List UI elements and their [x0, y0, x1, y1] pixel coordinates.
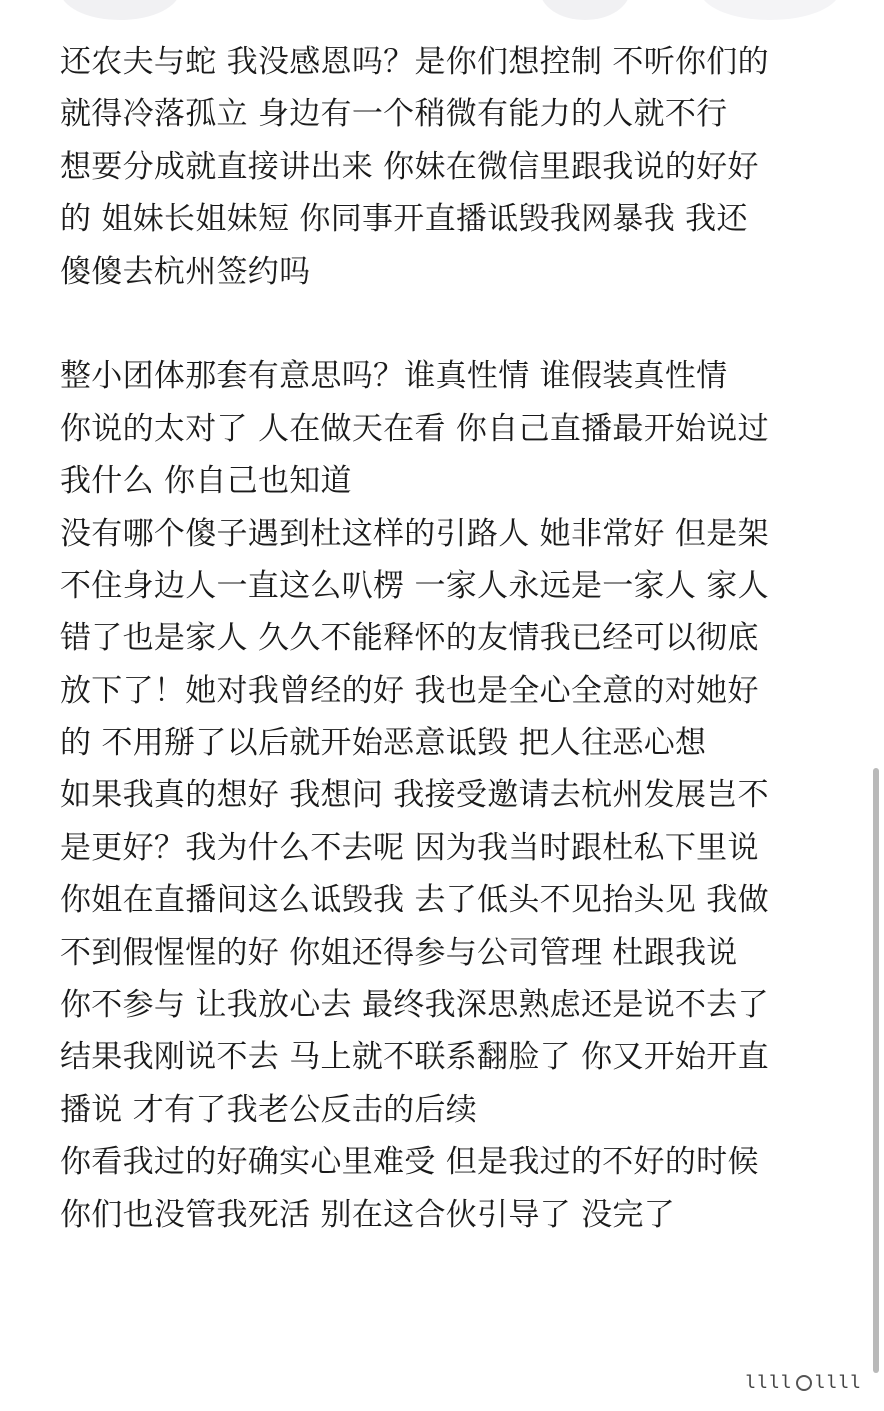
top-decoration-left: [60, 0, 180, 20]
post-text-line: 不到假惺惺的好 你姐还得参与公司管理 杜跟我说: [60, 934, 738, 971]
watermark-left-text: llll: [745, 1372, 793, 1393]
post-text-line: 我什么 你自己也知道: [60, 463, 352, 500]
post-text-line: 你们也没管我死活 别在这合伙引导了 没完了: [60, 1196, 676, 1233]
post-text-line: 放下了！她对我曾经的好 我也是全心全意的对她好: [60, 672, 759, 709]
post-text-line: 你说的太对了 人在做天在看 你自己直播最开始说过: [60, 410, 769, 447]
post-text-line: 播说 才有了我老公反击的后续: [60, 1091, 478, 1128]
vertical-scrollbar[interactable]: [873, 768, 879, 1373]
post-text-line: 结果我刚说不去 马上就不联系翻脸了 你又开始开直: [60, 1039, 769, 1076]
post-text-line: 整小团体那套有意思吗？谁真性情 谁假装真性情: [60, 358, 728, 395]
watermark: [745, 1372, 862, 1393]
post-text-line: 是更好？我为什么不去呢 因为我当时跟杜私下里说: [60, 829, 759, 866]
post-text-line: 的 姐妹长姐妹短 你同事开直播诋毁我网暴我 我还: [60, 201, 748, 238]
top-decoration-right: [540, 0, 630, 20]
watermark-right-text: llll: [814, 1372, 862, 1393]
post-text-line: 还农夫与蛇 我没感恩吗？是你们想控制 不听你们的: [60, 44, 769, 80]
post-text-line: 你看我过的好确实心里难受 但是我过的不好的时候: [60, 1144, 759, 1181]
post-text-line: 错了也是家人 久久不能释怀的友情我已经可以彻底: [60, 620, 759, 657]
post-text-line: 你姐在直播间这么诋毁我 去了低头不见抬头见 我做: [60, 882, 769, 919]
post-text-body: [60, 36, 840, 1241]
post-text-line: 的 不用掰了以后就开始恶意诋毁 把人往恶心想: [60, 725, 707, 762]
post-text-line: 傻傻去杭州签约吗: [60, 253, 311, 290]
post-text-line: 如果我真的想好 我想问 我接受邀请去杭州发展岂不: [60, 777, 769, 814]
post-text-line: 就得冷落孤立 身边有一个稍微有能力的人就不行: [60, 96, 728, 133]
post-text-line: 想要分成就直接讲出来 你妹在微信里跟我说的好好: [60, 148, 759, 185]
post-text-line: 没有哪个傻子遇到杜这样的引路人 她非常好 但是架: [60, 515, 769, 552]
watermark-circle-icon: [796, 1375, 812, 1391]
top-decoration-right-2: [700, 0, 840, 20]
post-text-line: 你不参与 让我放心去 最终我深思熟虑还是说不去了: [60, 987, 769, 1024]
post-text-line: 不住身边人一直这么叭楞 一家人永远是一家人 家人: [60, 567, 769, 604]
post-text-line: [60, 298, 840, 350]
